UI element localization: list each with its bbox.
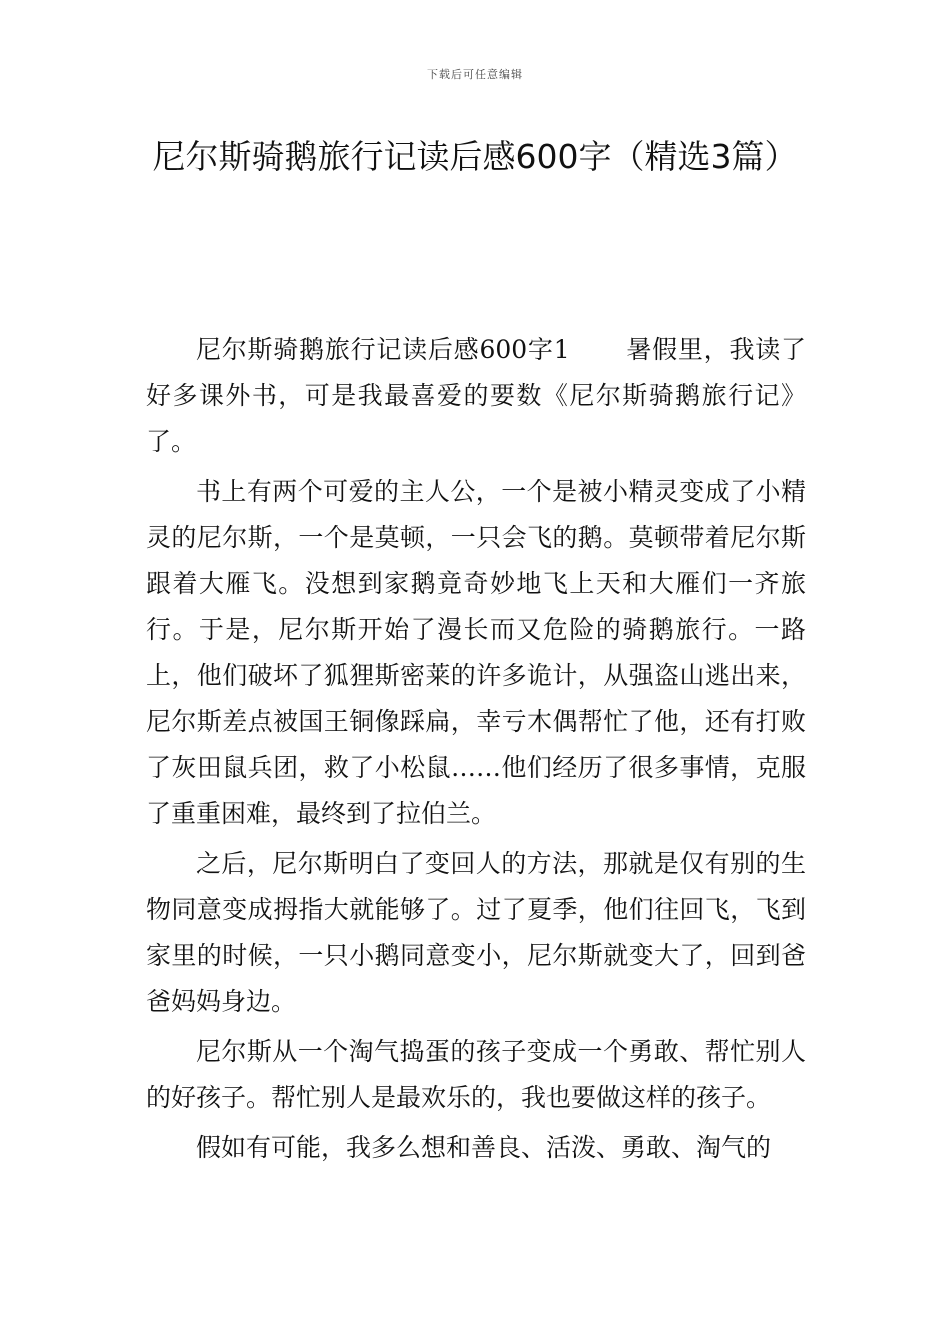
paragraph-1-text: 暑假里，我读了好多课外书，可是我最喜爱的要数《尼尔斯骑鹅旅行记》了。	[146, 335, 806, 456]
section-heading: 尼尔斯骑鹅旅行记读后感600字1	[196, 335, 570, 364]
paragraph-5: 假如有可能，我多么想和善良、活泼、勇敢、淘气的	[196, 1133, 772, 1162]
header-note: 下载后可任意编辑	[427, 68, 523, 81]
paragraph-1	[146, 327, 806, 465]
paragraph-4: 尼尔斯从一个淘气捣蛋的孩子变成一个勇敢、帮忙别人的好孩子。帮忙别人是最欢乐的，我也要做这样的孩子。	[146, 1037, 806, 1112]
paragraph-2: 书上有两个可爱的主人公，一个是被小精灵变成了小精灵的尼尔斯，一个是莫顿，一只会飞的鹅。莫顿带着尼尔斯跟着大雁飞。没想到家鹅竟奇妙地飞上天和大雁们一齐旅行。于是，尼尔斯开始了漫长而又危险的骑鹅旅行。一路上，他们破坏了狐狸斯密莱的许多诡计，从强盗山逃出来，尼尔斯差点被国王铜像踩扁，幸亏木偶帮忙了他，还有打败了灰田鼠兵团，救了小松鼠……他们经历了很多事情，克服了重重困难，最终到了拉伯兰。	[146, 477, 806, 828]
document-body	[146, 327, 806, 1175]
page-title: 尼尔斯骑鹅旅行记读后感600字（精选3篇）	[152, 137, 798, 176]
paragraph-3: 之后，尼尔斯明白了变回人的方法，那就是仅有别的生物同意变成拇指大就能够了。过了夏季，他们往回飞，飞到家里的时候，一只小鹅同意变小，尼尔斯就变大了，回到爸爸妈妈身边。	[146, 849, 806, 1016]
